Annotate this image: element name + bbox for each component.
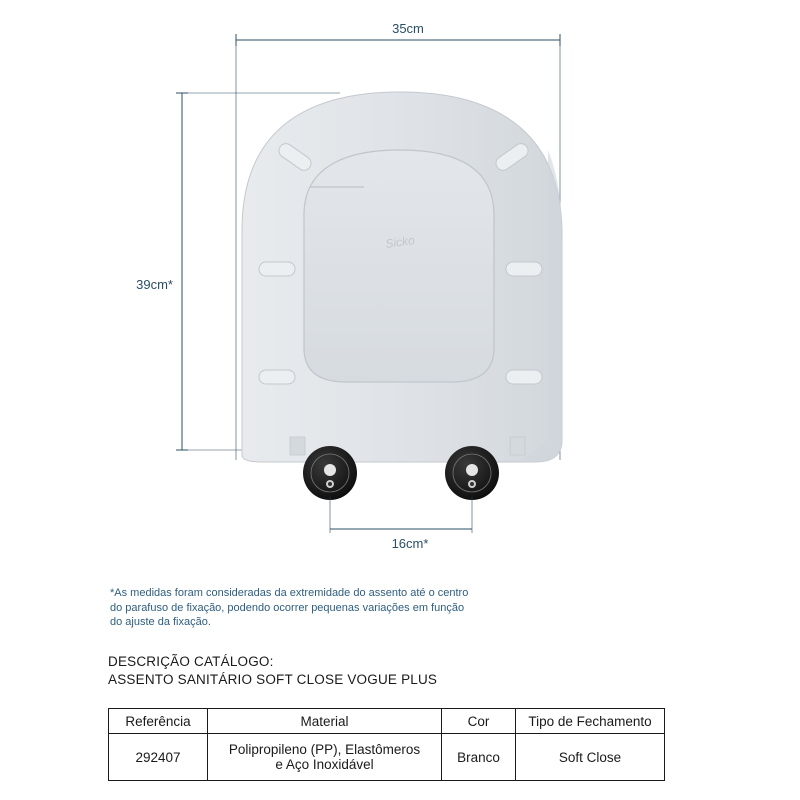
toilet-seat (242, 92, 562, 462)
cell-reference: 292407 (109, 734, 208, 781)
material-line: Polipropileno (PP), Elastômeros (228, 742, 421, 757)
seat-opening (304, 150, 494, 382)
cell-material (208, 734, 442, 781)
hinge-left (303, 446, 357, 500)
cell-closing-type: Soft Close (516, 734, 665, 781)
product-name: ASSENTO SANITÁRIO SOFT CLOSE VOGUE PLUS (108, 672, 438, 687)
table-header-row (109, 709, 665, 734)
width-label: 35cm (392, 21, 424, 36)
header-material: Material (208, 709, 442, 734)
height-label: 39cm* (136, 277, 173, 292)
spec-table (108, 708, 665, 781)
cell-color: Branco (442, 734, 516, 781)
catalog-heading: DESCRIÇÃO CATÁLOGO: (108, 654, 274, 669)
seat-logo: Sicko (384, 233, 416, 251)
material-line: e Aço Inoxidável (275, 757, 374, 772)
hole-spacing-dimension (330, 497, 472, 551)
note-line: do parafuso de fixação, podendo ocorrer pequenas variações em função (110, 601, 465, 614)
measurement-note (110, 586, 560, 630)
hinge-right (445, 446, 499, 500)
table-row (109, 734, 665, 781)
catalog-description (108, 653, 437, 689)
hole-spacing-label: 16cm* (391, 536, 429, 551)
header-reference: Referência (109, 709, 208, 734)
header-closing-type: Tipo de Fechamento (516, 709, 665, 734)
note-line: do ajuste da fixação. (110, 616, 211, 628)
header-color: Cor (442, 709, 516, 734)
note-line: *As medidas foram consideradas da extremidade do assento até o centro (110, 587, 469, 599)
